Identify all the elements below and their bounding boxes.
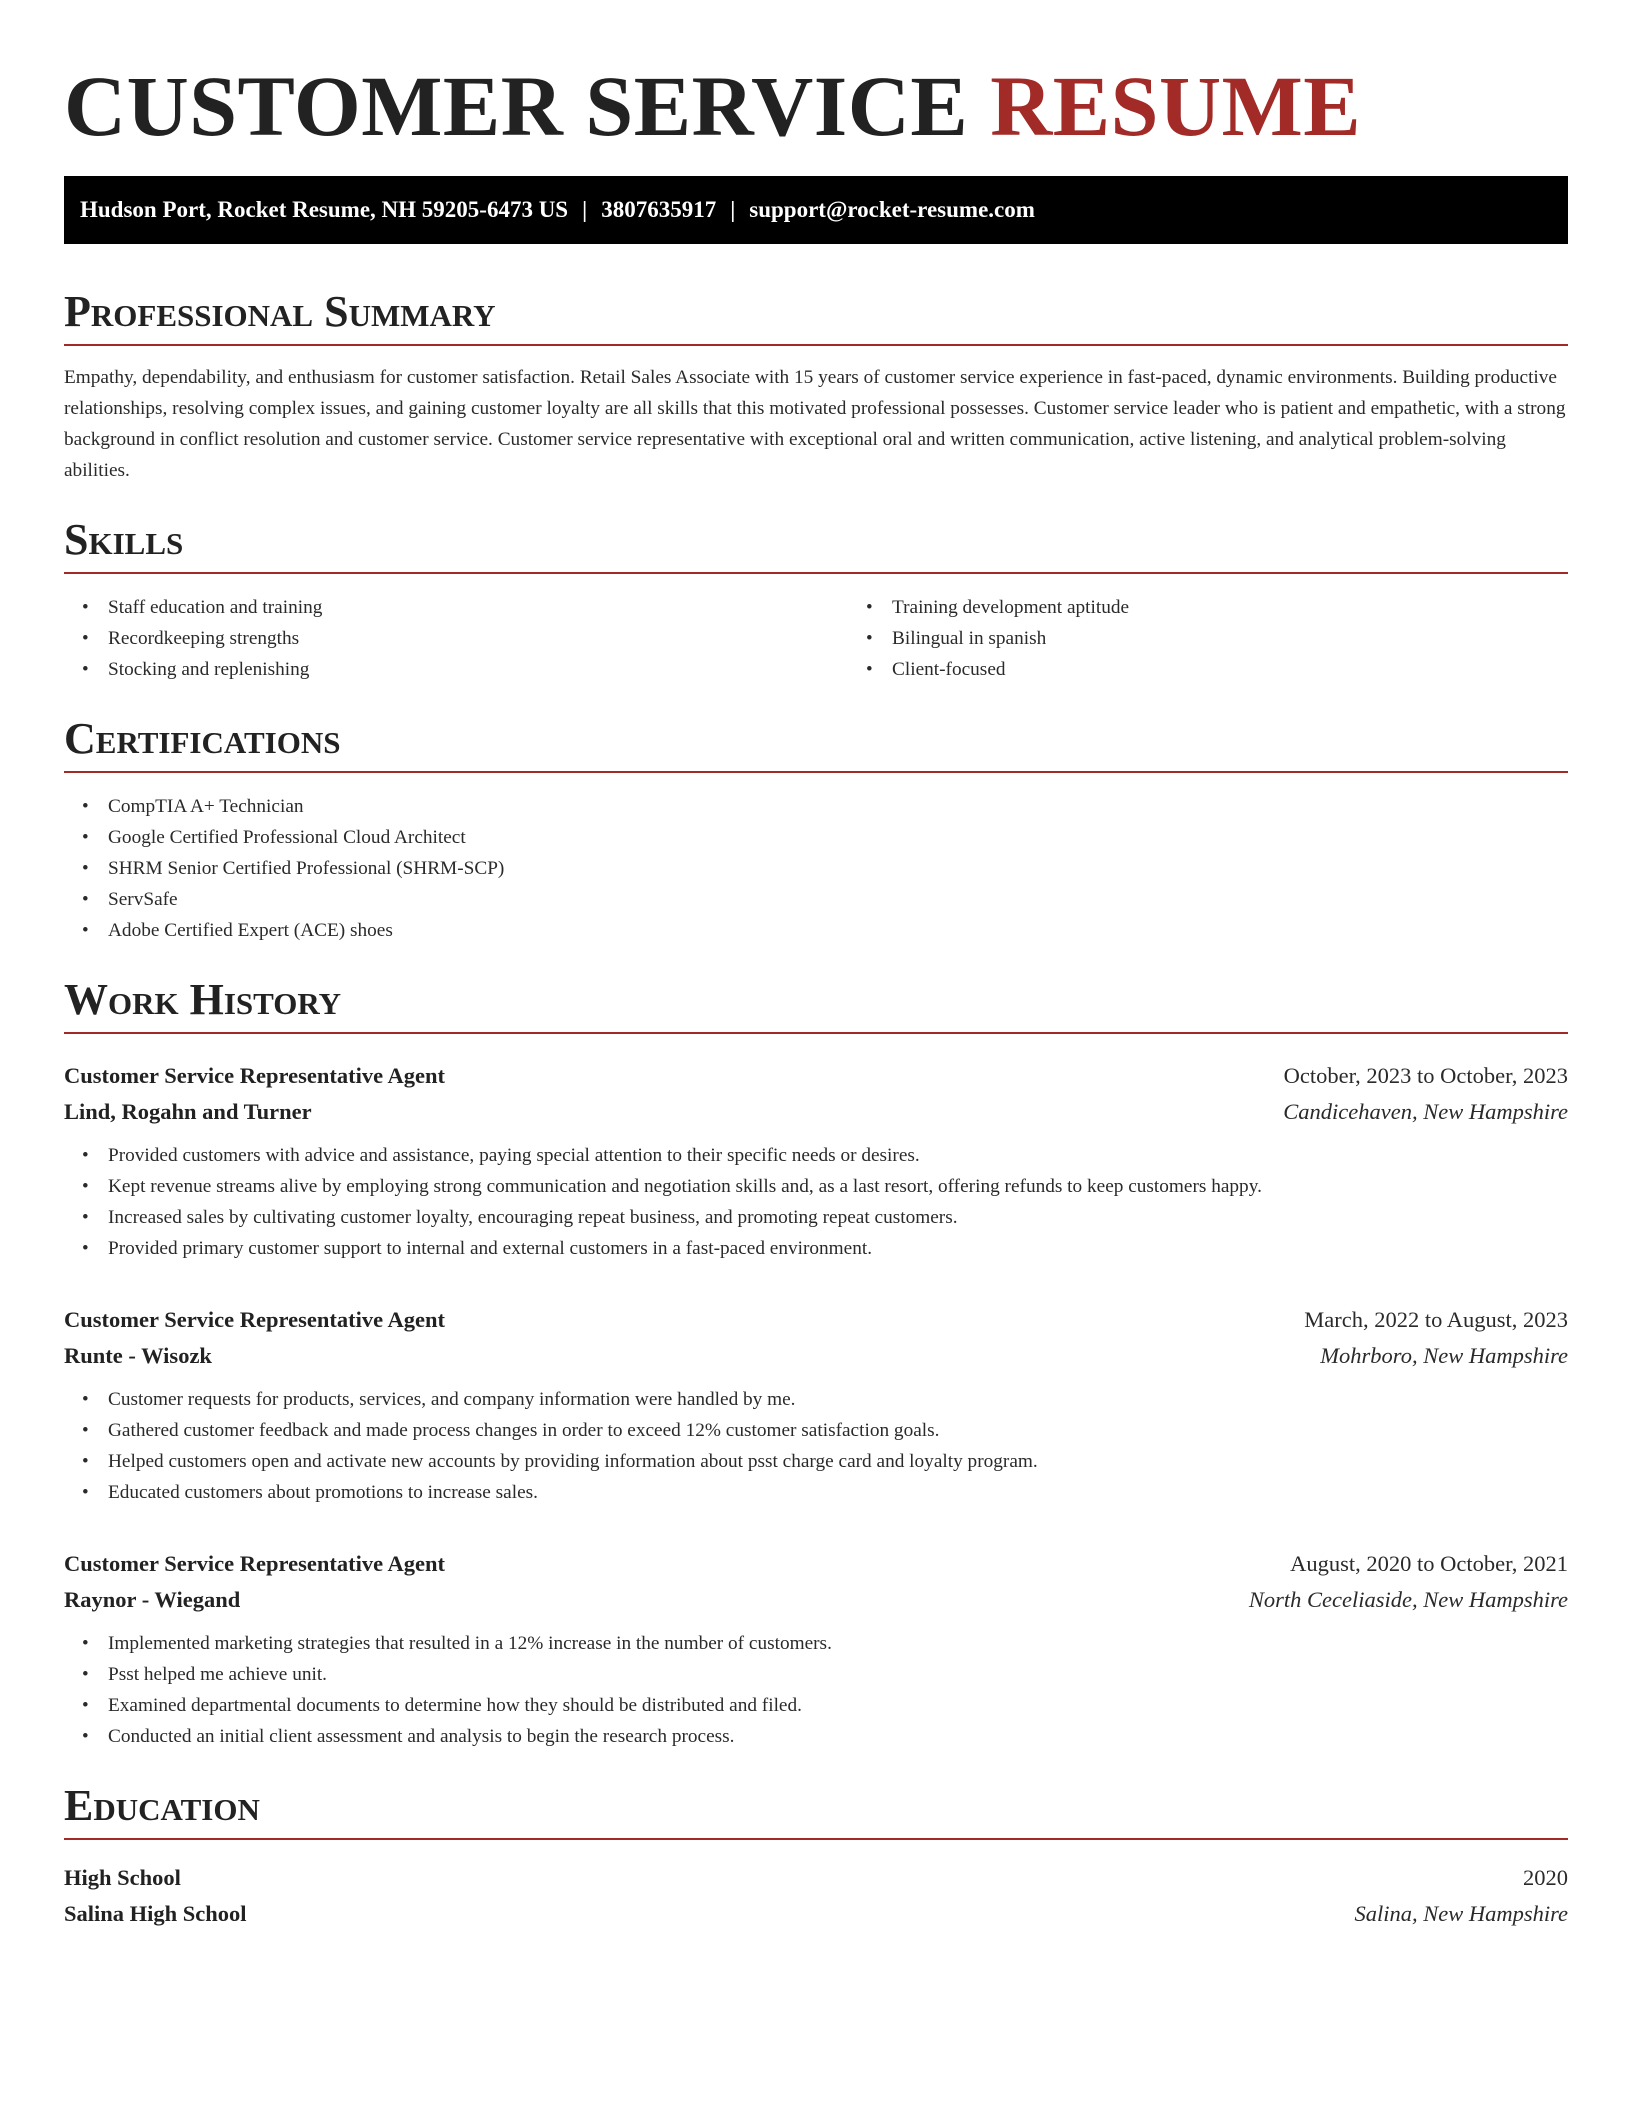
certification-item: • ServSafe — [108, 884, 1568, 915]
job-dates: August, 2020 to October, 2021 — [1290, 1551, 1568, 1576]
job-duties-list — [64, 1140, 1568, 1264]
skill-item: • Client-focused — [892, 654, 1632, 685]
job-entry — [64, 1302, 1568, 1508]
education-location: Salina, New Hampshire — [1354, 1901, 1568, 1926]
job-duty-item: • Increased sales by cultivating customer loyalty, encouraging repeat business, and promoting repeat customers. — [108, 1202, 1568, 1233]
resume-title — [64, 56, 1568, 156]
job-dates: March, 2022 to August, 2023 — [1304, 1307, 1568, 1332]
job-duty-item: • Provided customers with advice and assistance, paying special attention to their specific needs or desires. — [108, 1140, 1568, 1171]
job-duty-item: • Gathered customer feedback and made process changes in order to exceed 12% customer satisfaction goals. — [108, 1415, 1568, 1446]
job-title-row — [64, 1302, 1568, 1338]
contact-separator: | — [582, 197, 588, 222]
job-company: Lind, Rogahn and Turner — [64, 1099, 312, 1124]
education-degree: High School — [64, 1865, 181, 1890]
job-duty-item: • Examined departmental documents to determine how they should be distributed and filed. — [108, 1690, 1568, 1721]
skills-grid — [64, 592, 1568, 685]
education-school-row — [64, 1896, 1568, 1932]
certifications-section — [64, 715, 1568, 946]
skill-item: • Stocking and replenishing — [108, 654, 848, 685]
education-section — [64, 1782, 1568, 1932]
job-duty-item: • Educated customers about promotions to increase sales. — [108, 1477, 1568, 1508]
education-entry — [64, 1860, 1568, 1932]
skill-item: • Bilingual in spanish — [892, 623, 1632, 654]
job-entry — [64, 1546, 1568, 1752]
job-duties-list — [64, 1384, 1568, 1508]
job-title: Customer Service Representative Agent — [64, 1307, 445, 1332]
title-main: CUSTOMER SERVICE — [64, 58, 969, 154]
section-heading-work-history: Work History — [64, 976, 1568, 1034]
job-company: Runte - Wisozk — [64, 1343, 212, 1368]
work-history-section — [64, 976, 1568, 1752]
job-duty-item: • Conducted an initial client assessment and analysis to begin the research process. — [108, 1721, 1568, 1752]
job-company: Raynor - Wiegand — [64, 1587, 241, 1612]
section-heading-education: Education — [64, 1782, 1568, 1840]
job-location: North Ceceliaside, New Hampshire — [1248, 1587, 1568, 1612]
skills-list-right — [848, 592, 1632, 685]
contact-separator: | — [730, 197, 736, 222]
job-company-row — [64, 1582, 1568, 1618]
section-heading-certifications: Certifications — [64, 715, 1568, 773]
job-duty-item: • Kept revenue streams alive by employing strong communication and negotiation skills and, as a last resort, offering refunds to keep customers happy. — [108, 1171, 1568, 1202]
job-title-row — [64, 1058, 1568, 1094]
certification-item: • Google Certified Professional Cloud Architect — [108, 822, 1568, 853]
education-school: Salina High School — [64, 1901, 247, 1926]
professional-summary-section — [64, 288, 1568, 486]
job-duty-item: • Psst helped me achieve unit. — [108, 1659, 1568, 1690]
job-duties-list — [64, 1628, 1568, 1752]
skill-item: • Staff education and training — [108, 592, 848, 623]
certification-item: • CompTIA A+ Technician — [108, 791, 1568, 822]
job-company-row — [64, 1094, 1568, 1130]
contact-address: Hudson Port, Rocket Resume, NH 59205-6473 US — [80, 197, 569, 222]
skills-section — [64, 516, 1568, 685]
skill-item: • Training development aptitude — [892, 592, 1632, 623]
education-degree-row — [64, 1860, 1568, 1896]
certification-item: • Adobe Certified Expert (ACE) shoes — [108, 915, 1568, 946]
education-year: 2020 — [1523, 1865, 1568, 1890]
job-duty-item: • Customer requests for products, services, and company information were handled by me. — [108, 1384, 1568, 1415]
title-accent: RESUME — [990, 58, 1362, 154]
skill-item: • Recordkeeping strengths — [108, 623, 848, 654]
skills-list-left — [64, 592, 848, 685]
job-title: Customer Service Representative Agent — [64, 1551, 445, 1576]
job-location: Mohrboro, New Hampshire — [1320, 1343, 1568, 1368]
job-duty-item: • Implemented marketing strategies that resulted in a 12% increase in the number of customers. — [108, 1628, 1568, 1659]
certifications-list — [64, 791, 1568, 946]
summary-text: Empathy, dependability, and enthusiasm for customer satisfaction. Retail Sales Associate with 15 years of customer service experience in fast-paced, dynamic environments. Building productive relationships, resolving complex issues, and gaining customer loyalty are all skills that this motivated professional possesses. Customer service leader who is patient and empathetic, with a strong background in conflict resolution and customer service. Customer service representative with exceptional oral and written communication, active listening, and analytical problem-solving abilities. — [64, 367, 1566, 481]
certification-item: • SHRM Senior Certified Professional (SHRM-SCP) — [108, 853, 1568, 884]
job-dates: October, 2023 to October, 2023 — [1283, 1063, 1568, 1088]
job-entry — [64, 1058, 1568, 1264]
job-title-row — [64, 1546, 1568, 1582]
contact-email[interactable]: support@rocket-resume.com — [749, 197, 1035, 222]
job-duty-item: • Provided primary customer support to internal and external customers in a fast-paced environment. — [108, 1233, 1568, 1264]
job-company-row — [64, 1338, 1568, 1374]
section-heading-summary: Professional Summary — [64, 288, 1568, 346]
contact-phone: 3807635917 — [601, 197, 717, 222]
contact-bar — [64, 176, 1568, 244]
section-heading-skills: Skills — [64, 516, 1568, 574]
job-duty-item: • Helped customers open and activate new accounts by providing information about psst charge card and loyalty program. — [108, 1446, 1568, 1477]
job-title: Customer Service Representative Agent — [64, 1063, 445, 1088]
job-location: Candicehaven, New Hampshire — [1283, 1099, 1568, 1124]
